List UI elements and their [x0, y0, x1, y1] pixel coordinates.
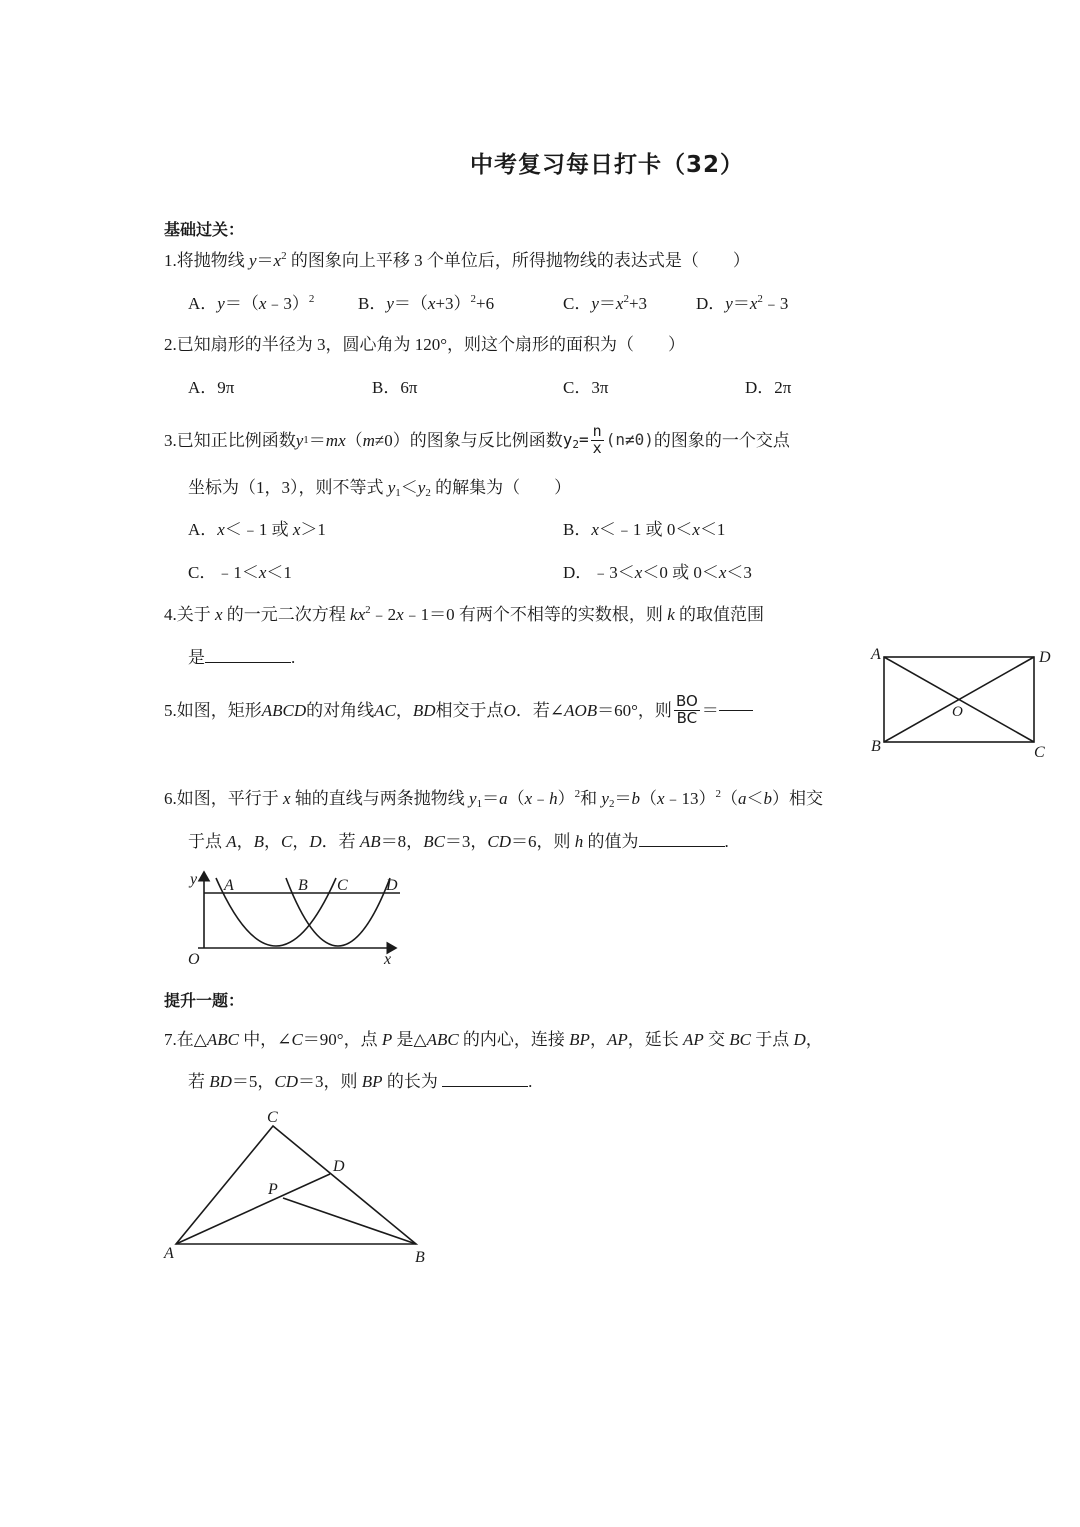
label-d: D: [333, 1158, 345, 1175]
q4-stem-line2: 是 .: [188, 648, 296, 667]
label-b: B: [415, 1249, 425, 1266]
page-title: 中考复习每日打卡（32）: [470, 152, 745, 178]
q2-option-d: D．2π: [745, 378, 792, 397]
label-b: B: [871, 738, 881, 755]
q4-answer-blank[interactable]: [205, 661, 291, 663]
q3-option-d: D．﹣3＜x＜0 或 0＜x＜3: [563, 563, 752, 582]
q7-stem: 7.在△ABC 中，∠C＝90°，点 P 是△ABC 的内心，连接 BP，AP，延长 AP 交 BC 于点 D，: [164, 1030, 823, 1049]
label-a: A: [871, 646, 881, 663]
section-advanced-heading: 提升一题：: [164, 993, 245, 1010]
q2-option-a: A．9π: [188, 378, 235, 397]
q3-stem-line2: 坐标为（1，3），则不等式 $y_1<y_2$ 的解集为（ ）: [188, 478, 572, 499]
q5-answer-blank[interactable]: [719, 709, 753, 711]
q5-rectangle-figure: [862, 640, 1062, 764]
q6-answer-blank[interactable]: [639, 845, 725, 847]
q1-option-c: C．$y=x^2+3$: [563, 293, 648, 313]
triangle-abc: [176, 1126, 416, 1244]
q6-stem-line2: 于点 A，B，C，D．若 AB＝8，BC＝3，CD＝6，则 h 的值为 .: [188, 832, 729, 851]
label-o: O: [952, 704, 963, 720]
q2-stem: 2.已知扇形的半径为 3，圆心角为 120°，则这个扇形的面积为（ ）: [164, 335, 686, 354]
label-d: D: [386, 877, 398, 894]
q1-stem: 1.将抛物线 $y=x^2$ 的图象向上平移 3 个单位后，所得抛物线的表达式是（ ）: [164, 250, 750, 270]
section-basic-heading: 基础过关：: [164, 222, 245, 239]
label-d: D: [1039, 649, 1051, 666]
q3-fraction: $\frac{n}{x}$: [592, 422, 602, 457]
label-b: B: [298, 877, 308, 894]
label-c: C: [267, 1109, 278, 1126]
q7-triangle-figure: [158, 1102, 438, 1272]
q6-parabola-figure: [178, 866, 410, 970]
label-o: O: [188, 951, 200, 968]
q2-option-c: C．3π: [563, 378, 609, 397]
q1-option-a: A．y＝（x﹣3）$^2$: [188, 293, 315, 313]
q2-option-b: B．6π: [372, 378, 418, 397]
label-a: A: [164, 1245, 174, 1262]
q3-stem: 3.已知正比例函数 y 1 ＝ mx （ m ≠0）的图象与反比例函数 $y_2=$ $\frac{n}{x}$ (n≠0) 的图象的一个交点: [164, 422, 790, 457]
label-a: A: [224, 877, 234, 894]
q1-option-d: D．$y=x^2﹣3$: [696, 293, 789, 313]
label-p: P: [268, 1181, 278, 1198]
q5-fraction: $\frac{BO}{BC}$: [675, 692, 698, 727]
segment-pb: [283, 1198, 416, 1244]
q3-option-a: A．x＜﹣1 或 x＞1: [188, 520, 326, 539]
label-c: C: [1034, 744, 1045, 761]
segment-ad: [176, 1174, 330, 1244]
q7-answer-blank[interactable]: [442, 1085, 528, 1087]
label-y: y: [190, 871, 198, 888]
q6-stem: 6.如图，平行于 x 轴的直线与两条抛物线 $y_1=a(x﹣h)^2$和 $y_2=b(x﹣13)^2(a<b)$相交: [164, 788, 823, 810]
label-c: C: [337, 877, 348, 894]
q7-stem-line2: 若 BD＝5，CD＝3，则 BP 的长为 .: [188, 1072, 533, 1091]
q3-option-c: C．﹣1＜x＜1: [188, 563, 292, 582]
label-x: x: [384, 951, 392, 968]
q3-inverse-function: $y_2=$: [562, 430, 589, 452]
q3-option-b: B．x＜﹣1 或 0＜x＜1: [563, 520, 726, 539]
q1-option-b: B．$y=(x+3)^2+6$: [358, 293, 495, 313]
q5-stem: 5.如图，矩形 ABCD 的对角线 AC ， BD 相交于点 O ．若∠ AOB ＝60°，则 $\frac{BO}{BC}$ ＝: [164, 694, 753, 727]
q4-stem: 4.关于 x 的一元二次方程 $kx^2﹣2x﹣1=0$ 有两个不相等的实数根，则 k 的取值范围: [164, 604, 764, 624]
